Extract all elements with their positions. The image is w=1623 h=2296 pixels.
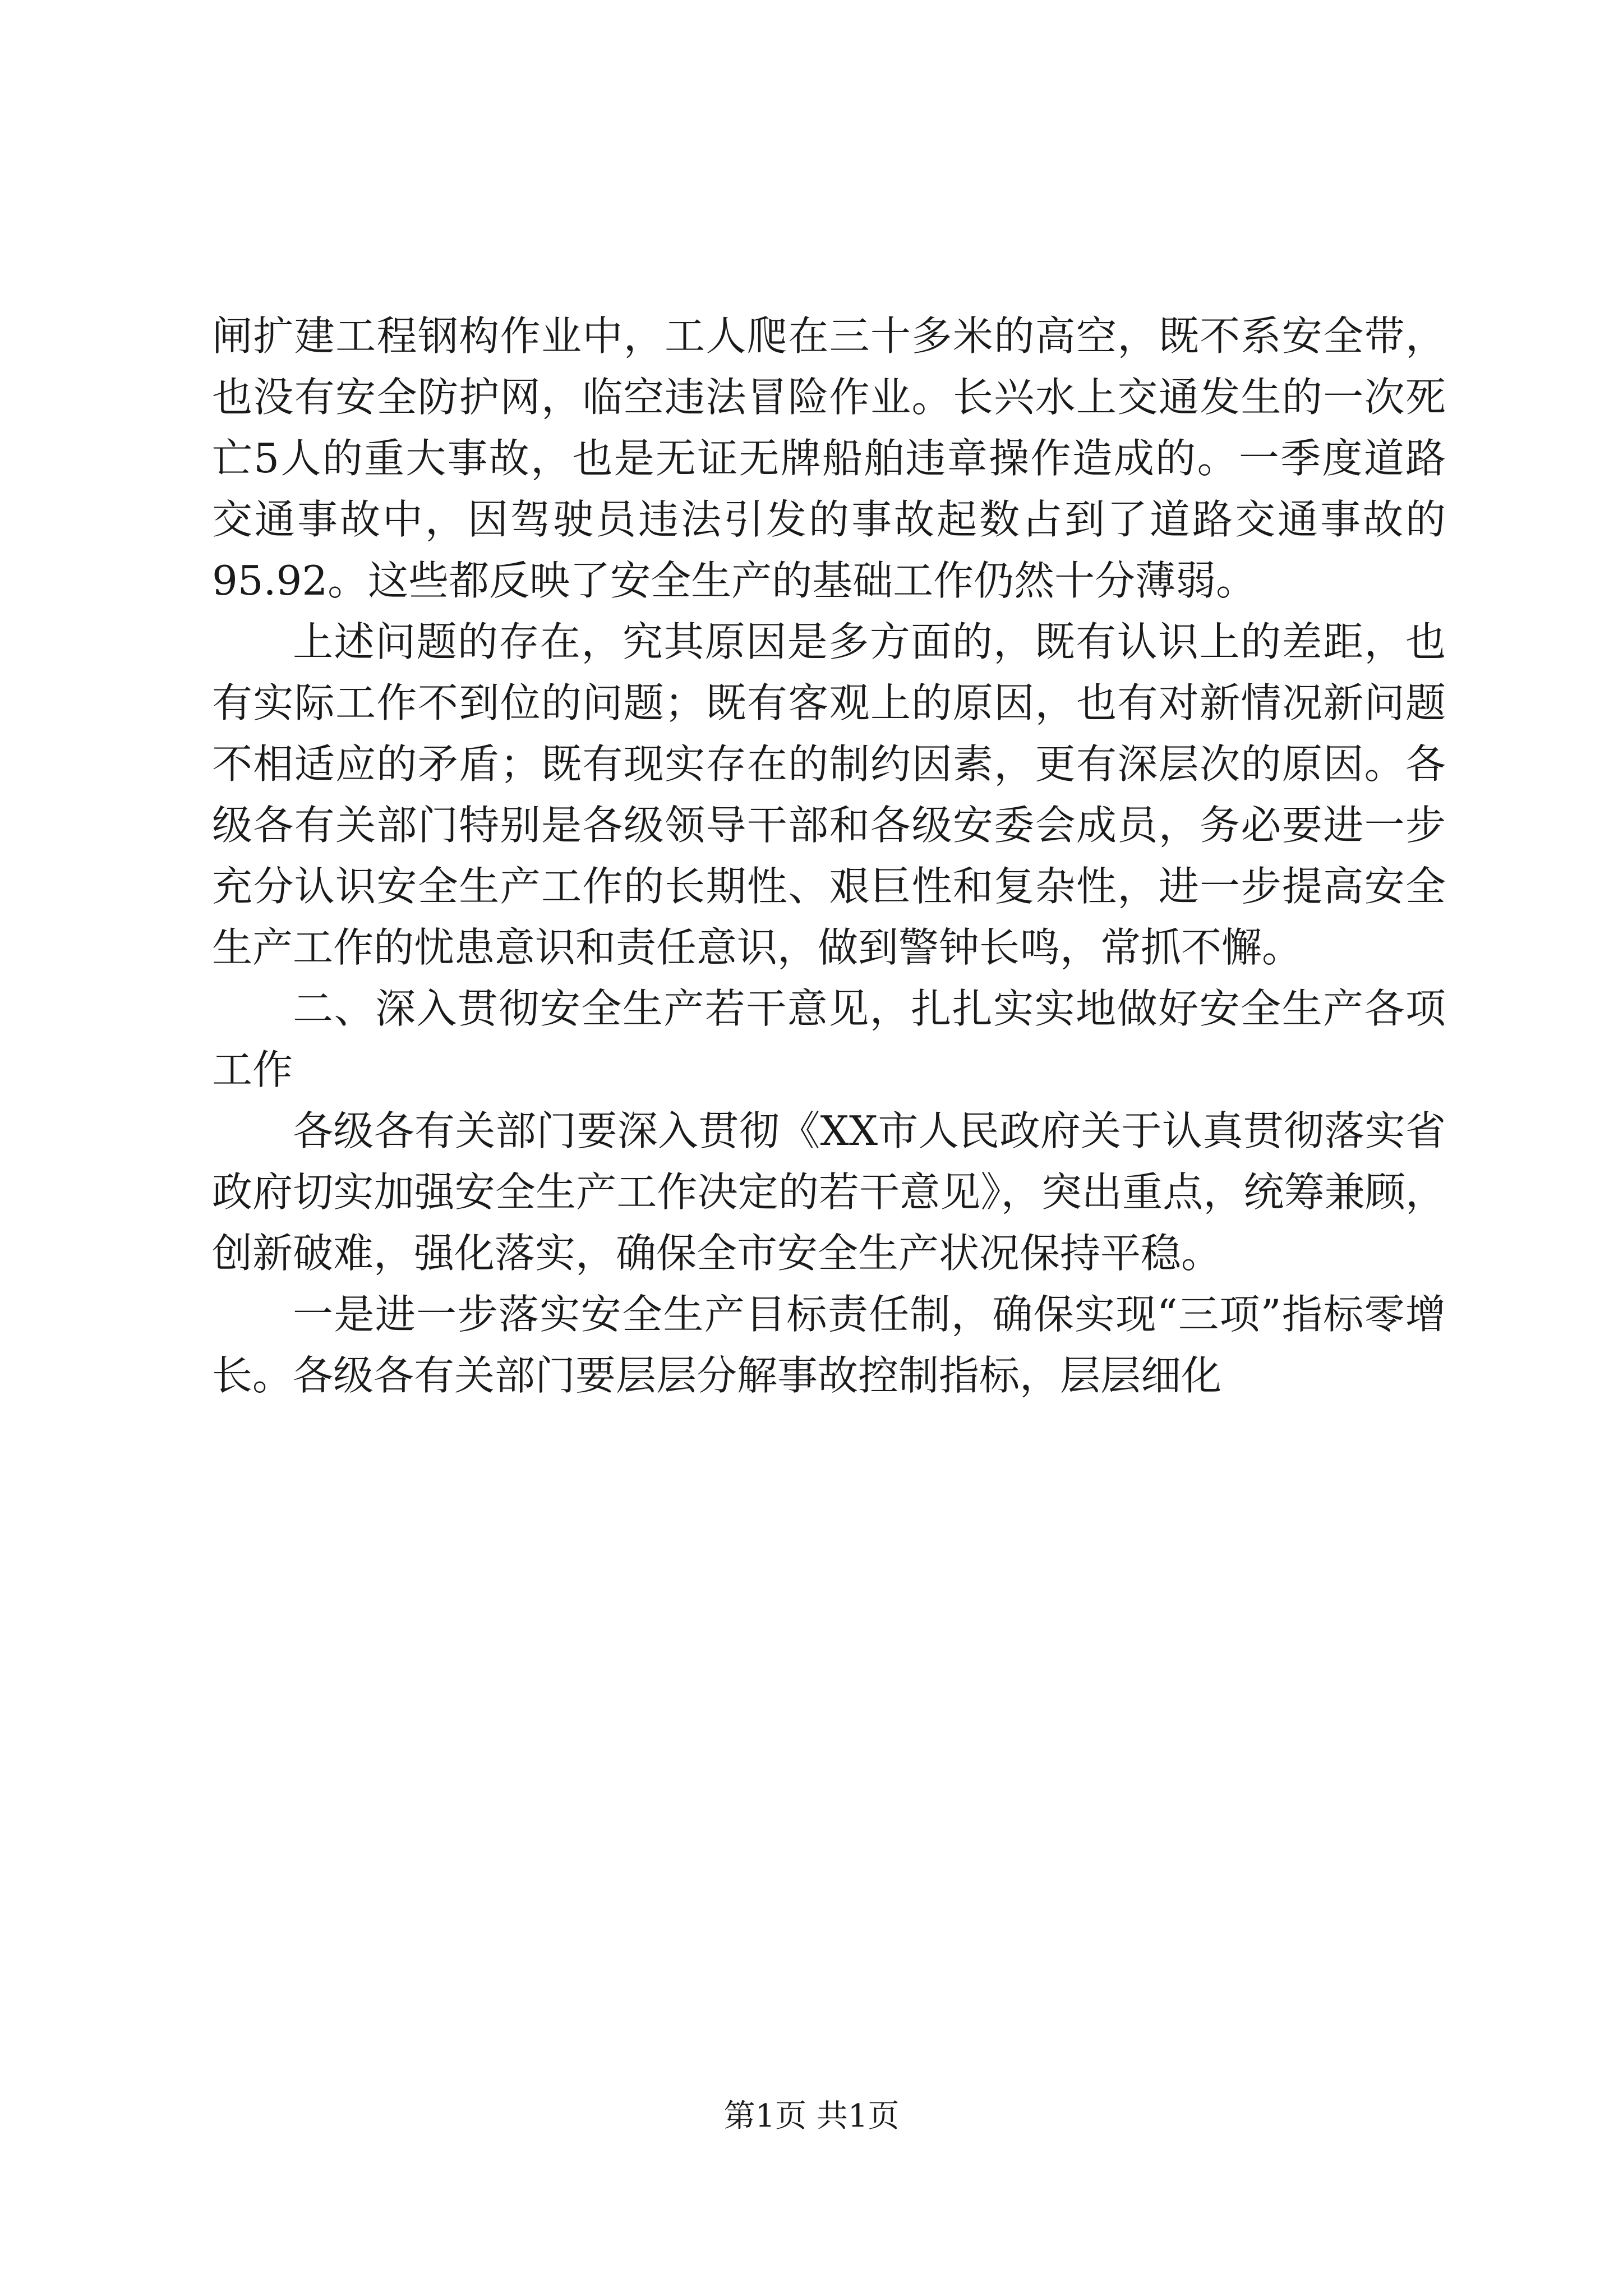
paragraph-2: 上述问题的存在，究其原因是多方面的，既有认识上的差距，也有实际工作不到位的问题；既有客观上的原因，也有对新情况新问题不相适应的矛盾；既有现实存在的制约因素，更有深层次的原因。各级各有关部门特别是各级领导干部和各级安委会成员，务必要进一步充分认识安全生产工作的长期性、艰巨性和复杂性，进一步提高安全生产工作的忧患意识和责任意识，做到警钟长鸣，常抓不懈。: [212, 618, 1446, 971]
paragraph-1: 闸扩建工程钢构作业中，工人爬在三十多米的高空，既不系安全带，也没有安全防护网，临空违法冒险作业。长兴水上交通发生的一次死亡5人的重大事故，也是无证无牌船舶违章操作造成的。一季度道路交通事故中，因驾驶员违法引发的事故起数占到了道路交通事故的95.92。这些都反映了安全生产的基础工作仍然十分薄弱。: [212, 312, 1446, 604]
paragraph-4: 一是进一步落实安全生产目标责任制，确保实现“三项”指标零增长。各级各有关部门要层层分解事故控制指标，层层细化: [212, 1291, 1446, 1399]
document-body: [212, 306, 1446, 1406]
page-footer: 第1页 共1页: [723, 2098, 900, 2134]
section-heading-2: 二、深入贯彻安全生产若干意见，扎扎实实地做好安全生产各项工作: [212, 985, 1446, 1093]
paragraph-3: 各级各有关部门要深入贯彻《XX市人民政府关于认真贯彻落实省政府切实加强安全生产工作决定的若干意见》，突出重点，统筹兼顾，创新破难，强化落实，确保全市安全生产状况保持平稳。: [212, 1107, 1446, 1277]
